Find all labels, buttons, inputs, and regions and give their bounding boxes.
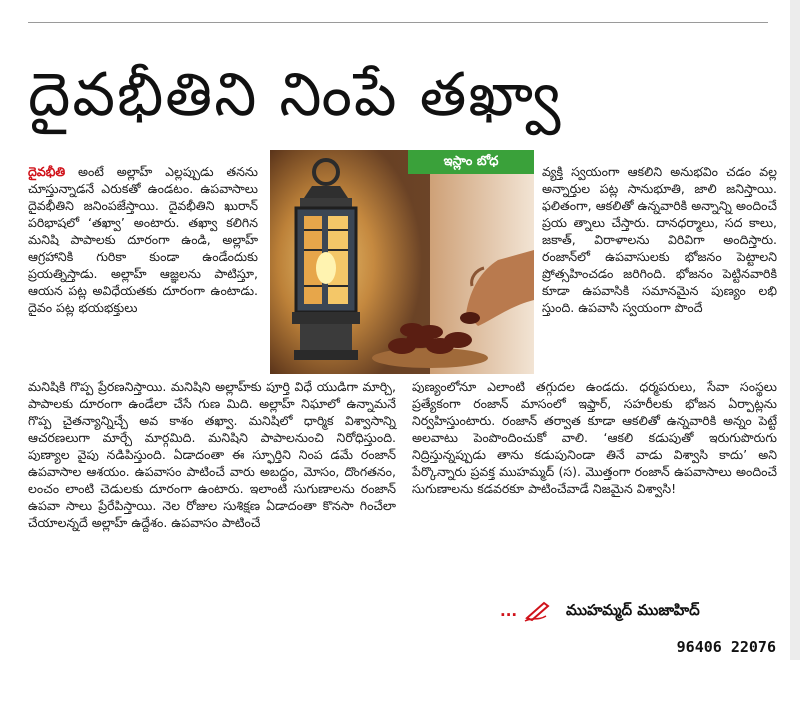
- article-column-left: [28, 163, 258, 316]
- page-edge: [790, 0, 800, 660]
- lantern-dates-illustration: [270, 150, 534, 374]
- pen-icon: [524, 600, 552, 622]
- section-tag: ఇస్లాం బోధ: [408, 150, 534, 174]
- author-name: ముహమ్మద్ ముజాహిద్: [566, 601, 700, 619]
- author-phone: 96406 22076: [676, 638, 776, 656]
- ramadan-lantern-image: [270, 150, 534, 374]
- article-paragraph-right: వ్యక్తి స్వయంగా ఆకలిని అనుభవిం చడం వల్ల అన్నార్తుల పట్ల సానుభూతి, జాలి జనిస్తాయి. ఫలితంగా, ఆకలితో ఉన్నవారికి అన్నాన్ని అందించే ప్రయ త్నాలు చేస్తారు. దానధర్మాలు, సద కాలు, జకాత్, విరాళాలను విరివిగా అందిస్తారు. రంజాన్‌లో ఉపవాసులకు భోజనం పెట్టాలని ప్రోత్సహించడం జరిగింది. భోజనం పెట్టినవారికి కూడా ఉపవాసికి సమానమైన పుణ్యం లభి స్తుంది. ఉపవాసి స్వయంగా పొందే: [542, 164, 777, 315]
- paragraph-text: అంటే అల్లాహ్ ఎల్లప్పుడు తనను చూస్తున్నాడనే ఎరుకతో ఉండటం. ఉపవాసాలు దైవభీతిని జనింపజేస్తాయి. దైవభీతిని ఖురాన్ పరిభాషలో ‘తఖ్వా’ అంటారు. తఖ్వా కలిగిన మనిషి పాపాలకు దూరంగా ఉండి, అల్లాహ్ ఆగ్రహానికి గురికా కుండా ఉండేందుకు ప్రయత్నిస్తాడు. అల్లాహ్ ఆజ్ఞలను పాటిస్తూ, ఆయన పట్ల అవిధేయతకు దూరంగా ఉంటాడు. దైవం పట్ల భయభక్తులు: [28, 164, 258, 315]
- article-paragraph-2: మనిషికి గొప్ప ప్రేరణనిస్తాయి. మనిషిని అల్లాహ్‌కు పూర్తి విధే యుడిగా మార్చి, పాపాలకు దూరంగా ఉండేలా చేసే గుణ మిది. అల్లాహ్ నిఘాలో ఉన్నామనే గొప్ప చైతన్యాన్నిచ్చే అవ కాశం తఖ్వా. మనిషిలో ధార్మిక విశ్వాసాన్ని ఆచరణలుగా మార్చే మార్గమిది. మనిషిని పాపాలనుంచి నిరోధిస్తుంది. పుణ్యాల వైపు నడిపిస్తుంది. ఏడాదంతా ఈ స్ఫూర్తిని నింప డమే రంజాన్ ఉపవాసాల ఆశయం. ఉపవాసం పాటించే వారు అబద్ధం, మోసం, దొంగతనం, లంచం లాంటి చెడులకు దూరంగా ఉంటారు. ఇలాంటి సుగుణాలను రంజాన్ ఉపవా సాలు ప్రేరేపిస్తాయి. నెల రోజుల సుశిక్షణ ఏడాదంతా కొనసా గించేలా చేయాలన్నదే అల్లాహ్ ఉద్దేశం. ఉపవాసం పాటించే: [28, 379, 396, 530]
- article-paragraph-3: పుణ్యంలోనూ ఎలాంటి తగ్గుదల ఉండదు. ధర్మపరులు, సేవా సంస్థలు ప్రత్యేకంగా రంజాన్ మాసంలో ఇఫ్తార్, సహరీలకు భోజన ఏర్పాట్లను నిర్వహిస్తుంటారు. రంజాన్ తర్వాత కూడా ఆకలితో ఉన్నవారికి అన్నం పెట్టే అలవాటు పెంపొందించుకో వాలి. ‘ఆకలి కడుపుతో ఇరుగుపొరుగు నిద్రిస్తున్నప్పుడు తాను కడుపునిండా తినే వాడు విశ్వాసి కాదు’ అని పేర్కొన్నారు ప్రవక్త ముహమ్మద్ (స). మొత్తంగా రంజాన్ ఉపవాసాలు అందించే సుగుణాలను కడవరకూ పాటించేవాడే నిజమైన విశ్వాసి!: [412, 379, 777, 496]
- article-paragraph-1: [28, 163, 258, 316]
- article-column-right: [542, 163, 777, 316]
- article-column-bottom-right: [412, 378, 777, 497]
- byline: [416, 600, 778, 624]
- byline-dots: ...: [500, 602, 518, 620]
- top-divider: [28, 22, 768, 23]
- headline: దైవభీతిని నింపే తఖ్వా: [28, 60, 563, 130]
- article-column-bottom-left: [28, 378, 396, 531]
- lead-word: దైవభీతి: [28, 164, 66, 179]
